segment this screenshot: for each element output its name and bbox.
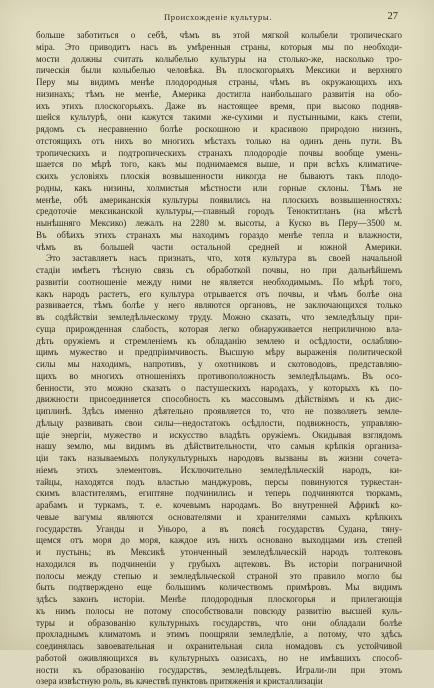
text-line: стадіи имѣетъ тѣсную связь съ обработкой почвы, но при дальнѣйшемъ bbox=[36, 265, 402, 275]
body-text bbox=[36, 30, 402, 688]
text-line: скихъ условіяхъ плоскія возвышенности никогда не бываютъ такъ плодо- bbox=[36, 171, 402, 181]
text-line: нашу землю, мы видимъ въ дѣйствительности, что самыя крѣпкія организа- bbox=[36, 441, 402, 452]
text-line: скимъ властителямъ, египтяне подчинились и теперь подчиняются тюркамъ, bbox=[36, 488, 402, 499]
text-line: полосы между степью и земледѣльческой страной это правило могло бы bbox=[36, 570, 402, 581]
text-line: туры и образованію культурныхъ государствъ, что они обладали болѣе bbox=[36, 617, 402, 628]
text-line: развитіи соотношеніе между ними не является необходимымъ. По мѣрѣ того, bbox=[36, 276, 402, 287]
running-header bbox=[38, 12, 398, 26]
text-line: государствъ Уганды и Уньоро, а въ поясѣ государствъ Судана, тяну- bbox=[36, 523, 402, 534]
text-line: суща прирожденная слабость, которая легко обнаруживается неприличною вла- bbox=[36, 323, 402, 334]
text-line: шейся культурѣ, они кажутся такими же-сухими и пустынными, какъ степи, bbox=[36, 112, 402, 123]
text-line: ніемъ этихъ элементовъ. Исключительно земледѣльческій народъ, ки- bbox=[36, 464, 402, 475]
text-line: менѣе, обѣ американскія культуры появились на плоскихъ возвышенностяхъ: bbox=[36, 194, 402, 205]
text-line: больше заботиться о себѣ, чѣмъ въ этой мягкой колыбели тропическаго bbox=[36, 30, 402, 40]
text-line: средоточіе мексиканской культуры,—главный городъ Теноктитланъ (на мѣстѣ bbox=[36, 206, 402, 217]
text-line: ности къ образованію государствъ, земледѣльцевъ. Играли-ли при этомъ bbox=[36, 664, 402, 675]
text-line: рядомъ съ несравненно болѣе роскошною и красивою природою низинъ, bbox=[36, 124, 402, 134]
text-line: работой оживляющихся въ культурныхъ оазисахъ, но не имѣвшихъ способ- bbox=[36, 652, 402, 663]
text-line: въ содѣйствіи земледѣльческому труду. Можно сказать, что земледѣльцу при- bbox=[36, 312, 402, 322]
text-line: здѣсь законъ исторіи. Менѣе плодородныя плоскогорья и прилегающія bbox=[36, 594, 402, 604]
text-line: тайцы, находятся подъ властью манджуровъ, персы повинуются туркестан- bbox=[36, 476, 402, 487]
text-line: соединялась завоевательная и охранительная сила номадовъ съ устойчивой bbox=[36, 641, 402, 651]
text-line: бенности, это можно сказать о пастушескихъ народахъ, у которыхъ къ по- bbox=[36, 382, 402, 393]
text-line: циплинѣ. Здѣсь именно дѣятельно проявляется то, что не позволяетъ земле- bbox=[36, 406, 402, 416]
running-title: Происхожденіе культуры. bbox=[163, 12, 273, 22]
text-line: дѣльцу развивать свои силы—недостатокъ осѣдлости, подвижность, управляю- bbox=[36, 417, 402, 428]
text-line: родны, какъ низины, холмистыя мѣстности или горные склоны. Тѣмъ не bbox=[36, 182, 402, 193]
text-line: ціи такъ называемыхъ полукультурныхъ народовъ вызваны въ жизни сочета- bbox=[36, 453, 402, 463]
page-number: 27 bbox=[387, 11, 398, 22]
text-line: міра. Это приводитъ насъ въ умѣренныя страны, которыя мы по необходи- bbox=[36, 41, 402, 52]
text-line: Въ обѣихъ этихъ странахъ мы находимъ гораздо менѣе тепла и влажности, bbox=[36, 229, 402, 240]
text-line: Это заставляетъ насъ признать, что, хотя культура въ своей начальной bbox=[46, 253, 402, 264]
text-line: чѣмъ въ большей части остальной средней и южной Америки. bbox=[36, 241, 402, 252]
text-line: и пустынь; въ Мексикѣ утонченный земледѣльческій народъ толтековъ bbox=[36, 547, 402, 557]
text-line: ихъ этихъ плоскогорьяхъ. Даже въ настоящее время, при высоко подняв- bbox=[36, 100, 402, 111]
text-line: мости должны считать колыбелью культуры на столько-же, насколько тро- bbox=[36, 53, 402, 64]
text-line: быть подтверждено еще большимъ количествомъ примѣровъ. Мы видимъ bbox=[36, 582, 402, 593]
text-line: развивается, тѣмъ болѣе у него являются органовъ, не заключающихся только bbox=[36, 300, 402, 311]
text-line: къ нимъ полосы не потому способствовали повсюду развитію высшей куль- bbox=[36, 605, 402, 616]
text-line: дѣть оружіемъ и стремленіемъ къ обладанію землею и осѣдлости, ослабляю- bbox=[36, 335, 402, 346]
text-line: отстоящихъ отъ нихъ во многихъ мѣстахъ только на одинъ день пути. Въ bbox=[36, 135, 402, 146]
text-line: силы мы находимъ, напротивъ, у охотниковъ и скотоводовъ, представляю- bbox=[36, 359, 402, 369]
text-line: движности присоединяется способность къ массовымъ дѣйствіямъ и къ дис- bbox=[36, 394, 402, 405]
text-line: прохладнымъ климатомъ и этимъ поощряли земледѣліе, а потому, что здѣсь bbox=[36, 629, 402, 640]
text-line: низинахъ; тѣмъ не менѣе, Америка достигла наибольшаго развитія на обо- bbox=[36, 88, 402, 99]
text-line: нынѣшняго Мексико) лежалъ на 2280 м. высоты, а Куско въ Перу—3500 м. bbox=[36, 218, 402, 228]
text-line: озера извѣстную роль, въ качествѣ пунктовъ притяженія и кристаллизаціи bbox=[36, 676, 323, 687]
text-line: щемся отъ моря до моря, каждое изъ нихъ основано выходцами изъ степей bbox=[36, 535, 402, 546]
text-line: щимъ мужество и предпріимчивость. Высшую мѣру выраженія политической bbox=[36, 347, 402, 358]
text-line: пическія были колыбелью человѣка. Въ плоскогорьяхъ Мексики и верхняго bbox=[36, 65, 402, 76]
text-line: находился въ подчиненіи у грубыхъ ацтековъ. Въ исторіи пограничной bbox=[36, 558, 402, 569]
text-line: Перу мы видимъ менѣе плодородныя страны, чѣмъ въ окружающихъ ихъ bbox=[36, 77, 402, 87]
text-line: какъ народъ растетъ, его культура отрывается отъ почвы, и чѣмъ болѣе она bbox=[36, 288, 402, 299]
text-line: чевые вагумы являются основателями и хранителями самыхъ крѣпкихъ bbox=[36, 511, 402, 522]
text-line: щихъ во многихъ отношеніяхъ противоположность земледѣльцамъ. Въ осо- bbox=[36, 370, 402, 381]
text-line: шается по мѣрѣ того, какъ мы поднимаемся выше, и при всѣхъ климатиче- bbox=[36, 159, 402, 170]
text-line: щіе энергіи, мужество и искусство владѣть оружіемъ. Окидывая взглядомъ bbox=[36, 429, 402, 440]
text-line: тропическихъ и подтропическихъ странахъ плодородіе почвы вообще умень- bbox=[36, 147, 402, 158]
text-line: арабамъ и туркамъ, т. е. кочевымъ народамъ. Во внутренней Африкѣ ко- bbox=[36, 500, 402, 510]
